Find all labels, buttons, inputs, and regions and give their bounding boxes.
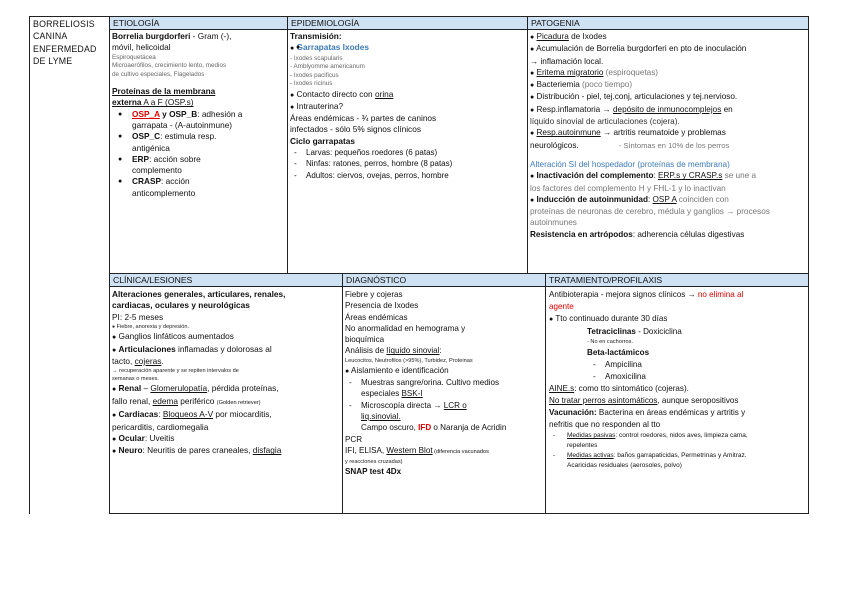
picadura-label: Picadura — [536, 32, 569, 41]
ifi-note: (diferencia vacunados — [432, 448, 489, 455]
diag-line: Fiebre y cojeras — [345, 290, 403, 299]
beta-item: - Ampicilina — [593, 360, 642, 369]
bloqueos-text: Bloqueos A-V — [162, 409, 214, 420]
articulaciones-line — [112, 356, 341, 367]
header-diagnostico: DIAGNÓSTICO — [342, 273, 546, 287]
protein-text: : adhesión a — [197, 108, 243, 119]
renal-line — [112, 396, 341, 409]
diag-line: Presencia de Ixodes — [345, 301, 419, 311]
no-tratar-line — [549, 395, 807, 407]
resp-inf-deposito: depósito de inmunocomplejos — [612, 104, 722, 114]
beta-lactamicos-title: Beta-lactámicos — [587, 348, 650, 357]
eritema-item: ● Eritema migratorio (espiroquetas) — [530, 67, 659, 77]
protein-item — [112, 109, 286, 132]
analisis-text: : — [439, 346, 442, 356]
areas-line: Áreas endémicas - ¾ partes de caninos — [290, 113, 437, 124]
protein-text: anticomplemento — [132, 187, 196, 198]
medidas-activas-label: Medidas activas — [567, 452, 614, 459]
fiebre-item: ● Fiebre, anorexia y depresión. — [112, 324, 190, 331]
no-elimina-text: no elimina al — [697, 290, 744, 299]
protein-label: OSP_A — [132, 108, 160, 119]
resp-auto-text: → artritis reumatoide y problemas — [600, 128, 726, 138]
beta-item-text: Ampicilina — [605, 360, 642, 369]
inactivacion-text: se une a — [722, 171, 757, 181]
proteins-title: Proteínas de la membrana — [112, 86, 216, 97]
aine-text: : como tto sintomático (cojeras). — [574, 384, 689, 393]
ganglios-item: ● Ganglios linfáticos aumentados — [112, 331, 234, 342]
western-blot-text: Western Blot — [386, 445, 433, 455]
species-item: - Ixodes pacificus — [290, 71, 339, 79]
contacto-orina: orina — [374, 88, 394, 99]
aine-line — [549, 383, 807, 395]
bacteriemia-item: ● Bacteriemia (poco tiempo) — [530, 80, 633, 90]
resp-inf-line: líquido sinovial de articulaciones (cojera). — [530, 117, 680, 127]
clinica-section — [112, 289, 341, 458]
no-tratar-text: , aunque seropositivos — [657, 396, 739, 405]
patogenia-section — [530, 31, 809, 240]
resp-inflamatoria-item: ● Resp.inflamatoria → depósito de inmunocomplejos en — [530, 104, 733, 114]
articulaciones-label: Articulaciones — [118, 343, 176, 354]
renal-breed-note: (Golden retriever) — [216, 399, 261, 406]
lcr-text: LCR o — [443, 400, 467, 410]
ciclo-item: - Larvas: pequeños roedores (6 patas) — [290, 147, 526, 158]
picadura-rest: de Ixodes — [568, 32, 607, 41]
medidas-activas-text: : baños garrapaticidas, Permetrinas y Amitraz. — [613, 452, 747, 459]
resp-inf-text: en — [721, 104, 733, 114]
eritema-label: Eritema migratorio — [536, 67, 604, 77]
picadura-item: ● Picadura de Ixodes — [530, 32, 607, 41]
tto-item: ● Tto continuado durante 30 días — [549, 314, 668, 323]
protein-join: y — [159, 108, 170, 119]
ifi-text: IFI, ELISA, — [345, 445, 387, 455]
resp-inf-text: Resp.inflamatoria → — [536, 104, 613, 114]
resistencia-item — [530, 229, 809, 240]
vacunacion-label: Vacunación: — [549, 408, 597, 417]
diag-line: No anormalidad en hemograma y — [345, 323, 466, 333]
protein-label: ERP — [132, 153, 150, 164]
etiologia-section — [112, 31, 286, 199]
protein-item — [112, 176, 286, 199]
microscopia-line: liq.sinovial. — [361, 411, 401, 421]
inactivacion-label: Inactivación del complemento — [536, 171, 654, 181]
beta-item: - Amoxicilina — [593, 372, 646, 381]
neuro-item: ● Neuro: Neuritis de pares craneales, disfagia — [112, 445, 282, 456]
muestras-item: - Muestras sangre/orina. Cultivo medios — [345, 377, 543, 388]
divider — [545, 273, 546, 514]
species-item: - Ixodes ricinus — [290, 80, 333, 88]
ifi-note-line: y reacciones cruzadas) — [345, 459, 403, 466]
areas-line: infectados - sólo 5% signos clínicos — [290, 124, 421, 135]
inactivacion-item: ● Inactivación del complemento: ERP.s y CRASP.s se une a — [530, 171, 757, 181]
ciclo-item: - Ninfas: ratones, perros, hombre (8 patas) — [290, 158, 526, 169]
species-item: - Amblyomme americanum — [290, 63, 365, 71]
protein-text: : estimula resp. — [160, 131, 217, 142]
vacunacion-line: nefritis que no responden al tto — [549, 420, 661, 429]
tetraciclinas-line — [549, 326, 807, 338]
header-tratamiento: TRATAMIENTO/PROFILAXIS — [545, 273, 809, 287]
disease-line: BORRELIOSIS — [33, 19, 95, 29]
protein-text: antigénica — [132, 142, 170, 153]
induccion-protein: OSP A — [652, 194, 677, 204]
resistencia-text: : adherencia células digestivas — [632, 229, 745, 239]
fiebre-text: Fiebre, anorexia y depresión. — [116, 324, 190, 331]
medidas-pasivas-line: repelentes — [567, 442, 598, 449]
proteins-sub-rest: A a F (OSP.s) — [141, 97, 194, 108]
inactivacion-proteins: ERP.s y CRASP.s — [658, 171, 723, 181]
cardiacas-line: pericarditis, cardiomegalia — [112, 421, 209, 432]
protein-text: : acción sobre — [149, 153, 201, 164]
induccion-item: ● Inducción de autoinmunidad: OSP A coinciden con — [530, 194, 729, 204]
pcr-line: PCR — [345, 434, 363, 444]
ganglios-text: Ganglios linfáticos aumentados — [118, 331, 234, 342]
contacto-text: Contacto directo con — [296, 88, 375, 99]
epidemiologia-section — [290, 31, 526, 181]
medidas-pasivas-label: Medidas pasivas — [567, 432, 616, 439]
recuperacion-line: semanas o meses. — [112, 376, 159, 383]
distribucion-text: Distribución - piel, tej.conj, articulaciones y tej.nervioso. — [536, 92, 738, 102]
induccion-sep: : — [647, 194, 653, 204]
renal-text: periférico — [177, 395, 217, 406]
resp-auto-text: neurológicos. — [530, 140, 579, 150]
species-item: - Ixodes scapularis — [290, 54, 343, 62]
renal-label: Renal — [118, 383, 142, 394]
neuro-text: : Neuritis de pares craneales, — [142, 445, 253, 456]
diagnostico-section — [345, 289, 543, 477]
organism-gram: - Gram (-), — [190, 31, 232, 41]
disease-title — [33, 18, 109, 68]
protein-item — [112, 154, 286, 177]
tto-text: Tto continuado durante 30 días — [555, 314, 668, 323]
organism-name: Borrelia burgdorferi — [112, 31, 191, 41]
distribucion-item: ● Distribución - piel, tej.conj, articulaciones y tej.nervioso. — [530, 92, 738, 102]
protein-text: complemento — [132, 165, 182, 176]
leucocitos-line: Leucocitos, Neutrofilos (>95%), Turbidez, Proteinas — [345, 357, 473, 364]
alteracion-title: Alteración SI del hospedador (proteínas de membrana) — [530, 159, 730, 169]
protein-text: garrapata - (A-autoinmune) — [132, 119, 233, 130]
diag-line: Áreas endémicas — [345, 312, 408, 322]
etiologia-note: Espiroquetácea — [112, 53, 156, 61]
cardiacas-label: Cardiacas — [118, 409, 159, 420]
no-tratar-label: No tratar perros asintomáticos — [549, 396, 658, 405]
renal-item: ● Renal – Glomerulopatía, pérdida proteínas, — [112, 383, 279, 394]
eritema-rest: (espiroquetas) — [603, 67, 659, 77]
clinica-title: cardiacas, oculares y neurológicas — [112, 300, 250, 311]
articulaciones-item: ● Articulaciones inflamadas y dolorosas al — [112, 343, 272, 354]
recuperacion-line: → recuperación aparente y se repiten intervalos de — [112, 368, 239, 375]
aislamiento-item: ● Aislamiento e identificación — [345, 365, 449, 375]
liquido-sinovial-text: líquido sinovial — [386, 346, 440, 356]
protein-item — [112, 131, 286, 154]
resp-auto-note: - Síntomas en 10% de los perros — [618, 140, 730, 150]
antibioterapia-line — [549, 289, 807, 301]
ocular-label: Ocular — [118, 433, 145, 444]
microscopia-item — [345, 400, 543, 411]
divider — [527, 16, 528, 273]
analisis-text: Análisis de — [345, 346, 387, 356]
induccion-label: Inducción de autoinmunidad — [536, 194, 648, 204]
ciclo-title: Ciclo garrapatas — [290, 135, 356, 146]
transmision-title: Transmisión: — [290, 31, 342, 41]
bacteriemia-rest: (poco tiempo) — [579, 80, 633, 90]
periodo-incubacion: PI: 2-5 meses — [112, 311, 164, 322]
resp-auto-line — [530, 140, 809, 151]
induccion-text: coinciden con — [676, 194, 729, 204]
campo-text: o Naranja de Acridin — [431, 423, 507, 433]
renal-sep: – — [141, 383, 151, 394]
acumulacion-text: Acumulación de Borrelia burgdorferi en pto de inoculación — [536, 44, 747, 54]
antibioterapia-line: agente — [549, 302, 574, 311]
medidas-pasivas-item — [549, 431, 807, 441]
header-etiologia: ETIOLOGÍA — [109, 16, 288, 30]
divider — [287, 16, 288, 273]
header-patogenia: PATOGENIA — [527, 16, 809, 30]
header-clinica: CLÍNICA/LESIONES — [109, 273, 343, 287]
glomerulopatia-text: Glomerulopatía — [150, 383, 208, 394]
cojeras-text: cojeras — [134, 356, 162, 367]
contacto-item: ● Contacto directo con orina — [290, 88, 394, 99]
bsk-text: BSK-I — [401, 389, 423, 399]
tetraciclinas-label: Tetraciclinas — [587, 327, 636, 336]
campo-text: Campo oscuro, — [361, 423, 419, 433]
induccion-line: autoinmunes — [530, 218, 577, 228]
vacunacion-text: Bacterina en áreas endémicas y artritis y — [596, 408, 746, 417]
articulaciones-text: inflamadas y dolorosas al — [175, 343, 272, 354]
header-epidemiologia: EPIDEMIOLOGÍA — [287, 16, 528, 30]
antibioterapia-text: Antibioterapia - mejora signos clínicos → — [549, 290, 698, 299]
acumulacion-item: ● Acumulación de Borrelia burgdorferi en pto de inoculación — [530, 44, 747, 54]
disease-line: CANINA — [33, 31, 68, 42]
divider — [109, 513, 809, 514]
tratamiento-section — [549, 289, 807, 471]
inactivacion-sep: : — [653, 171, 659, 181]
resp-autoinmune-item: ● Resp.autoinmune → artritis reumatoide y problemas — [530, 128, 726, 138]
induccion-line: proteínas de neuronas de cerebro, médula y ganglios → procesos — [530, 207, 770, 217]
muestras-line — [345, 388, 543, 399]
beta-item-text: Amoxicilina — [605, 372, 646, 381]
disease-line: DE LYME — [33, 56, 73, 67]
resp-auto-label: Resp.autoinmune — [536, 128, 601, 138]
aislamiento-text: Aislamiento e identificación — [351, 365, 449, 375]
disfagia-text: disfagia — [252, 445, 282, 456]
diag-line: bioquímica — [345, 335, 385, 345]
medidas-activas-line: Acaricidas residuales (aerosoles, polvo) — [567, 462, 682, 469]
no-cachorros-note: - No en cachorros. — [587, 339, 634, 345]
ifd-text: IFD — [418, 423, 432, 433]
ifi-line — [345, 445, 543, 458]
proteins-sub: externa — [112, 97, 142, 108]
vector-item: ● ● Garrapatas Ixodes — [290, 42, 526, 54]
cardiacas-sep: : — [158, 409, 163, 420]
muestras-text: especiales — [361, 389, 402, 399]
acumulacion-line: → inflamación local. — [530, 56, 604, 66]
disease-line: ENFERMEDAD — [33, 43, 97, 54]
divider — [109, 16, 110, 514]
edema-text: edema — [152, 395, 178, 406]
campo-line — [345, 422, 543, 433]
neuro-label: Neuro — [118, 445, 143, 456]
inactivacion-line: los factores del complemento H y FHL-1 y lo inactivan — [530, 183, 726, 193]
tetraciclinas-text: - Doxiciclina — [635, 327, 682, 336]
intrauterina-text: Intrauterina? — [296, 100, 344, 111]
microscopia-text: Microscopía directa → — [361, 400, 444, 410]
renal-text: , pérdida proteínas, — [207, 383, 279, 394]
snap-line: SNAP test 4Dx — [345, 467, 402, 477]
ciclo-item: - Adultos: ciervos, ovejas, perros, hombre — [290, 170, 526, 181]
intrauterina-item: ● Intrauterina? — [290, 100, 344, 111]
protein-text: : acción — [161, 176, 190, 187]
renal-text: fallo renal, — [112, 395, 153, 406]
vector-name: Garrapatas Ixodes — [296, 42, 369, 53]
analisis-line — [345, 345, 543, 356]
cardiacas-item: ● Cardiacas: Bloqueos A-V por miocarditis, — [112, 409, 272, 420]
bacteriemia-label: Bacteriemia — [536, 80, 580, 90]
etiologia-note: de cultivo especiales, Flagelados — [112, 70, 205, 78]
ocular-item: ● Ocular: Uveitis — [112, 433, 175, 444]
etiologia-note: Microaeróﬁlos, crecimiento lento, medios — [112, 62, 227, 70]
organism-shape: móvil, helicoidal — [112, 42, 171, 53]
resistencia-label: Resistencia en artrópodos — [530, 229, 633, 239]
medidas-pasivas-text: : control roedores, nidos aves, limpieza cama, — [615, 432, 748, 439]
cardiacas-text: por miocarditis, — [213, 409, 272, 420]
medidas-activas-item — [549, 451, 807, 461]
protein-label: OSP_B — [169, 108, 198, 119]
protein-label: CRASP — [132, 176, 162, 187]
divider — [342, 273, 343, 514]
vacunacion-line — [549, 407, 807, 419]
clinica-title: Alteraciones generales, articulares, renales, — [112, 289, 286, 299]
aine-label: AINE.s — [549, 384, 575, 393]
protein-label: OSP_C — [132, 131, 161, 142]
articulaciones-text: tacto, — [112, 356, 135, 367]
articulaciones-text: . — [161, 356, 164, 367]
ocular-text: : Uveitis — [144, 433, 175, 444]
